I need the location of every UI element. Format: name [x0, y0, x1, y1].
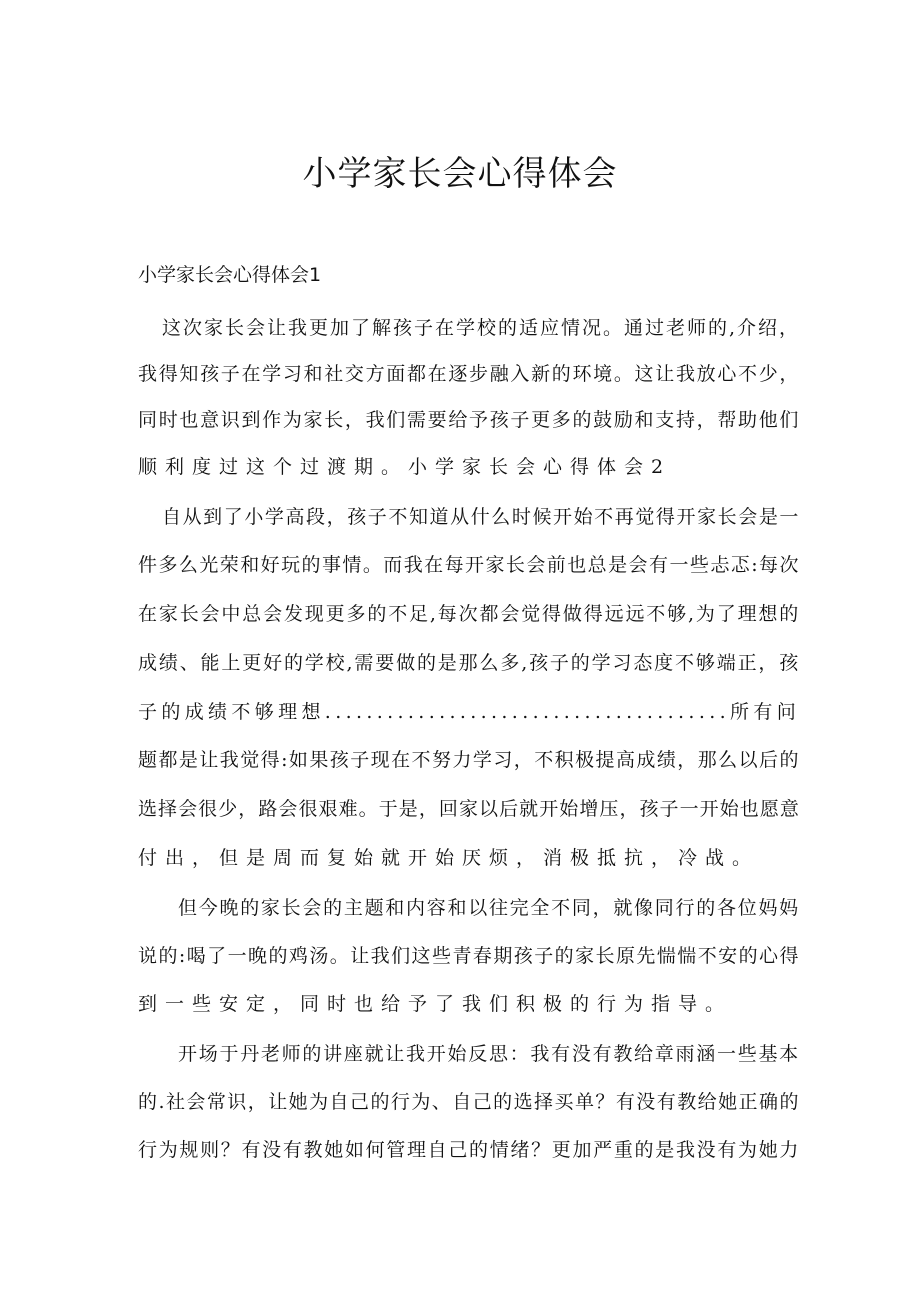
text-line: 这次家长会让我更加了解孩子在学校的适应情况。通过老师的,介绍， — [162, 317, 801, 339]
text-line: 成绩、能上更好的学校,需要做的是那么多,孩子的学习态度不够端正，孩 — [138, 652, 801, 674]
text-line: 件多么光荣和好玩的事情。而我在每开家长会前也总是会有一些忐忑:每次 — [138, 554, 800, 576]
section-heading: 小学家长会心得体会1 — [138, 264, 322, 286]
text-line: 自从到了小学高段，孩子不知道从什么时候开始不再觉得开家长会是一 — [162, 506, 800, 528]
text-line: 顺利度过这个过渡期。小学家长会心得体会2 — [138, 456, 672, 478]
text-line: 的.社会常识，让她为自己的行为、自己的选择买单？有没有教给她正确的 — [138, 1091, 800, 1113]
text-line: 题都是让我觉得:如果孩子现在不努力学习，不积极提高成绩，那么以后的 — [138, 749, 800, 771]
text-line: 子的成绩不够理想.......................................所有问 — [138, 701, 801, 723]
text-line: 到一些安定，同时也给予了我们积极的行为指导。 — [138, 993, 733, 1015]
text-line: 开场于丹老师的讲座就让我开始反思：我有没有教给章雨涵一些基本 — [178, 1043, 800, 1065]
text-line: 但今晚的家长会的主题和内容和以往完全不同，就像同行的各位妈妈 — [178, 897, 800, 919]
text-line: 说的:喝了一晚的鸡汤。让我们这些青春期孩子的家长原先惴惴不安的心得 — [138, 945, 800, 967]
text-line: 行为规则？有没有教她如何管理自己的情绪？更加严重的是我没有为她力 — [138, 1139, 801, 1161]
document-title: 小学家长会心得体会 — [302, 154, 618, 194]
text-line: 同时也意识到作为家长，我们需要给予孩子更多的鼓励和支持，帮助他们 — [138, 409, 801, 431]
text-line: 我得知孩子在学习和社交方面都在逐步融入新的环境。这让我放心不少， — [138, 363, 801, 385]
text-line: 付出，但是周而复始就开始厌烦，消极抵抗，冷战。 — [138, 847, 760, 869]
text-line: 选择会很少，路会很艰难。于是，回家以后就开始增压，孩子一开始也愿意 — [138, 798, 800, 820]
text-line: 在家长会中总会发现更多的不足,每次都会觉得做得远远不够,为了理想的 — [138, 603, 801, 625]
